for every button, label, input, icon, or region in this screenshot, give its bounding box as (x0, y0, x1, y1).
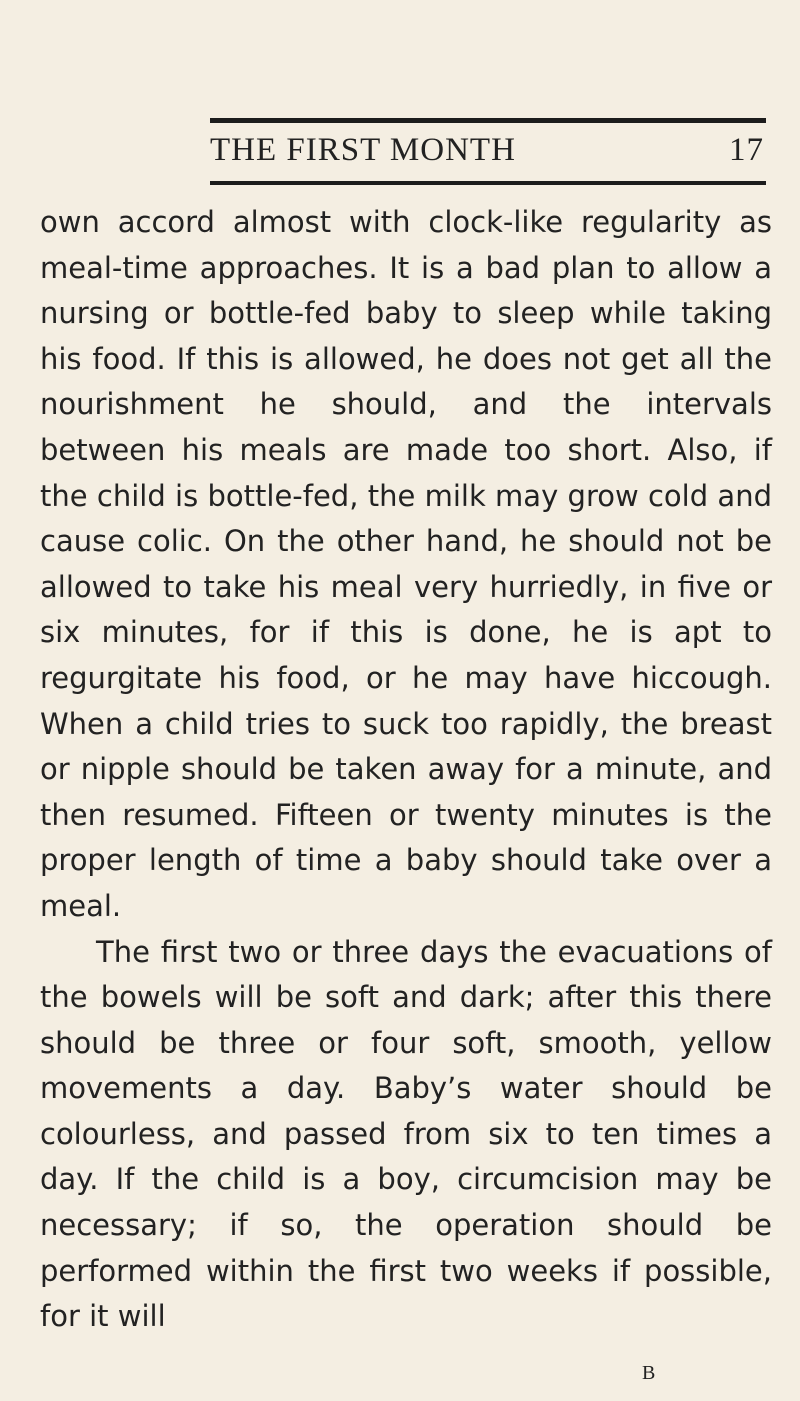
running-title: THE FIRST MONTH (210, 132, 516, 168)
page-number: 17 (729, 132, 764, 168)
paragraph-evacuations: The first two or three days the evacuations of the bowels will be soft and dark; after this there should be three or four soft, smooth, yellow movements a day. Baby’s water should be colourless, and passed from six to ten times a day. If the child is a boy, circumcision may be necessary; if so, the operation should be performed within the first two weeks if possible, for it will (40, 934, 772, 1334)
header-rule-top (210, 118, 766, 123)
paragraph-continued: own accord almost with clock-like regularity as meal-time approaches. It is a bad plan to allow a nursing or bottle-fed baby to sleep while taking his food. If this is allowed, he does not get all the nourishment he should, and the intervals between his meals are made too short. Also, if the child is bottle-fed, the milk may grow cold and cause colic. On the other hand, he should not be allowed to take his meal very hurriedly, in five or six minutes, for if this is done, he is apt to regurgitate his food, or he may have hiccough. When a child tries to suck too rapidly, the breast or nipple should be taken away for a minute, and then resumed. Fifteen or twenty minutes is the proper length of time a baby should take over a meal. (40, 205, 772, 923)
running-header (210, 132, 766, 176)
header-rule-bottom (210, 181, 766, 185)
signature-mark: B (642, 1362, 656, 1384)
body-text (40, 200, 772, 1340)
